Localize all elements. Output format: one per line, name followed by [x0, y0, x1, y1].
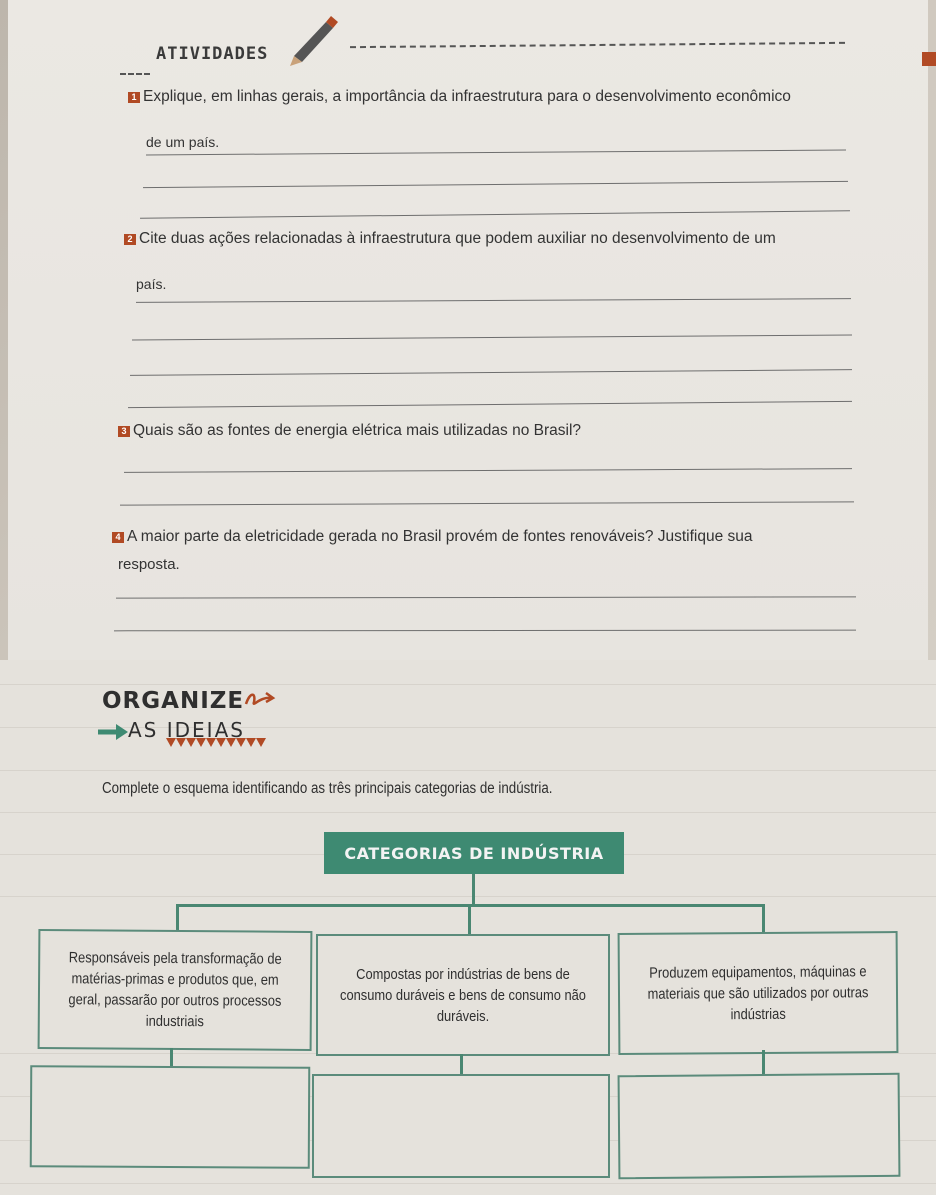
pencil-icon: [286, 10, 346, 70]
connector-line: [762, 904, 765, 932]
zigzag-decoration-icon: [166, 738, 266, 748]
category-description-box: [618, 931, 899, 1055]
question-text: Cite duas ações relacionadas à infraestrutura que podem auxiliar no desenvolvimento de um: [139, 230, 776, 247]
question-1-continuation: de um país.: [146, 134, 220, 150]
connector-line: [460, 1054, 463, 1074]
header-dash-left: [120, 73, 150, 75]
category-description-text: Produzem equipamentos, máquinas e materiais que são utilizados por outras indústrias: [647, 962, 869, 1023]
connector-line: [762, 1050, 765, 1076]
question-text: A maior parte da eletricidade gerada no Brasil provém de fontes renováveis? Justifique sua: [127, 528, 753, 545]
question-4: [112, 528, 753, 546]
question-number-badge: 3: [118, 426, 130, 437]
arrow-icon: [96, 722, 130, 742]
connector-line: [468, 904, 471, 934]
answer-box-category-3[interactable]: [618, 1073, 901, 1179]
question-number-badge: 4: [112, 532, 124, 543]
ruled-line: [0, 896, 936, 897]
category-description-box: [316, 934, 610, 1056]
category-description-text: Compostas por indústrias de bens de consumo duráveis e bens de consumo não duráveis.: [340, 965, 586, 1025]
ruled-line: [0, 684, 936, 685]
answer-box-category-2[interactable]: [312, 1074, 610, 1178]
category-description-box: [38, 929, 313, 1051]
answer-box-category-1[interactable]: [30, 1065, 311, 1168]
question-1: [128, 88, 791, 106]
question-2-continuation: país.: [136, 276, 167, 292]
question-3: [118, 422, 581, 440]
ruled-line: [0, 770, 936, 771]
question-number-badge: 1: [128, 92, 140, 103]
diagram-header: CATEGORIAS DE INDÚSTRIA: [324, 832, 624, 874]
instruction-text: Complete o esquema identificando as três principais categorias de indústria.: [102, 780, 553, 797]
question-2: [124, 230, 776, 248]
ruled-line: [0, 1183, 936, 1184]
organize-subtitle: AS IDEIAS: [128, 718, 245, 742]
ruled-line: [0, 812, 936, 813]
section-title: ATIVIDADES: [156, 44, 269, 64]
category-description-text: Responsáveis pela transformação de matérias-primas e produtos que, em geral, passarão por outros processos industriais: [68, 949, 282, 1031]
question-text: Quais são as fontes de energia elétrica mais utilizadas no Brasil?: [133, 422, 582, 439]
connector-line: [472, 874, 475, 906]
organize-title: ORGANIZE: [102, 688, 245, 714]
connector-line: [170, 1048, 173, 1068]
question-text: Explique, em linhas gerais, a importância da infraestrutura para o desenvolvimento econômico: [143, 88, 791, 105]
question-4-continuation: resposta.: [118, 556, 180, 573]
corner-tab-icon: [922, 52, 936, 66]
squiggle-arrow-icon: [242, 688, 276, 712]
question-number-badge: 2: [124, 234, 136, 245]
connector-line: [176, 904, 179, 932]
